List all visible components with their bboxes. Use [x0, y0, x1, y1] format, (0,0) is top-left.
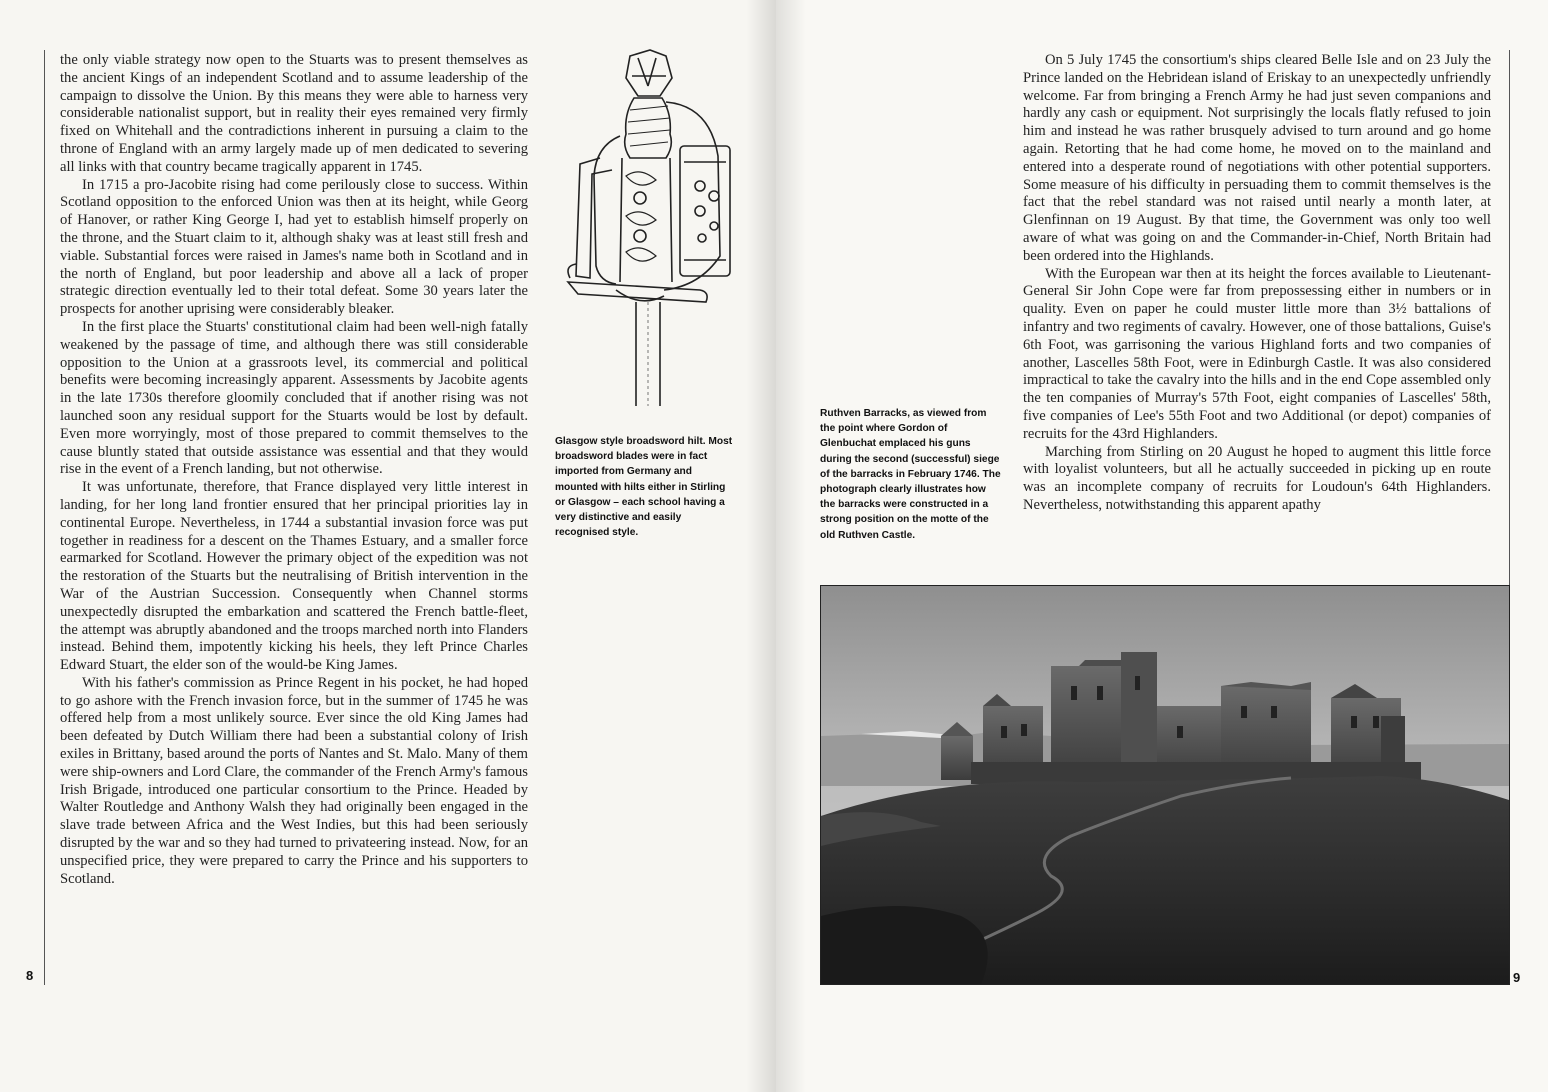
page-number-right: 9 [1513, 970, 1521, 985]
page-number-left: 8 [26, 968, 34, 983]
blade [636, 302, 660, 406]
paragraph: In 1715 a pro-Jacobite rising had come perilously close to success. Within Scotland opposition to the enforced Union was then at its height, while Georg of Hanover, or rather King George I, had yet to establish himself properly on the throne, and the Stuart claim to it, although shaky was at least still fresh and viable. Substantial forces were raised in James's name both in Scotland and in the north of England, but poor leadership and above all a lack of proper strategic direction eventually led to their total defeat. Some 30 years later the prospects for another uprising were considerably bleaker. [60, 176, 528, 318]
gutter-shadow-left [746, 0, 776, 1092]
pommel [626, 50, 672, 96]
paragraph: With the European war then at its height the forces available to Lieutenant-General Sir John Cope were far from prepossessing either in numbers or in quality. Even on paper he could muster little more than 3½ battalions of infantry and two regiments of cavalry. However, one of those battalions, Guise's 6th Foot, was garrisoning the various Highland forts and two companies of another, Lascelles 58th Foot, were in Edinburgh Castle. It was also considered impractical to take the cavalry into the hills and in the end Cope assembled only the ten companies of Murray's 57th Foot, eight companies of Lascelles' 58th, five companies of Lee's 55th Foot and two Additional (or depot) companies of recruits for the 43rd Highlanders. [1023, 265, 1491, 442]
paragraph: It was unfortunate, therefore, that France displayed very little interest in landing, for her long land frontier ensured that her principal priorities lay in continental Europe. Nevertheless, in 1744 a substantial invasion force was put together in readiness for a descent on the Thames Estuary, and a smaller force earmarked for Scotland. However the primary object of the expedition was not the restoration of the Stuarts but the neutralising of British intervention in the War of the Austrian Succession. Consequently when Channel storms unexpectedly disrupted the embarkation and scattered the French battle-fleet, the attempt was abruptly abandoned and the troops marched north into Flanders instead. Behind them, impotently kicking his heels, they left Prince Charles Edward Stuart, the elder son of the would-be King James. [60, 479, 528, 674]
right-page [776, 0, 1548, 1092]
paragraph: Marching from Stirling on 20 August he hoped to augment this little force with loyalist volunteers, but all he actually succeeded in picking up en route was an incomplete company of recruits for Loudoun's 64th Highlanders. Nevertheless, notwithstanding this apparent apathy [1023, 443, 1491, 513]
gutter-shadow-right [776, 0, 806, 1092]
broadsword-hilt-illustration [560, 46, 740, 416]
hilt-caption: Glasgow style broadsword hilt. Most broadsword blades were in fact imported from Germany and mounted with hilts either in Stirling or Glasgow – each school having a very distinctive and easily recognised style. [555, 436, 733, 539]
paragraph: the only viable strategy now open to the Stuarts was to present themselves as the ancient Kings of an independent Scotland and to assume leadership of the campaign to dissolve the Union. By this means they were able to harness very considerable nationalist support, but in reality their eyes remained very firmly fixed on Whitehall and the contradictions inherent in pursuing a claim to the throne of England with an army largely made up of men dedicated to severing all links with that country became tragically apparent in 1745. [60, 52, 528, 175]
paragraph: In the first place the Stuarts' constitutional claim had been well-nigh fatally weakened by the passage of time, and although there was still considerable opposition to the Union at a grassroots level, its commercial and political benefits were becoming increasingly apparent. Assessments by Jacobite agents in the late 1730s therefore gloomily concluded that if another rising was not launched soon any residual support for the Stuarts would be lost by default. Even more worryingly, most of those prepared to commit themselves to the cause bluntly stated that outside assistance was essential and that they would rise in the event of a French landing, but not otherwise. [60, 318, 528, 478]
photograph-scene [821, 586, 1509, 984]
paragraph: On 5 July 1745 the consortium's ships cleared Belle Isle and on 23 July the Prince landed on the Hebridean island of Eriskay to an unexpectedly unfriendly welcome. Far from bringing a French Army he had just seven companions and hardly any cash or equipment. Not surprisingly the locals flatly refused to join him and instead he was rather brusquely advised to turn around and go home again. Retorting that he had come home, he moved on to the mainland and entered into a desperate round of negotiations with other potential supporters. Some measure of his difficulty in persuading them to commit themselves is the fact that the rebel standard was not raised until nearly a month later, at Glenfinnan on 19 August. By that time, the Government was only too well aware of what was going on and the Commander-in-Chief, North Britain had been ordered into the Highlands. [1023, 52, 1491, 264]
grip [625, 98, 672, 158]
barracks-caption: Ruthven Barracks, as viewed from the point where Gordon of Glenbuchat emplaced his guns during the second (successful) siege of the barracks in February 1746. The photograph clearly illustrates how the barracks were constructed in a strong position on the motte of the old Ruthven Castle. [820, 408, 1001, 541]
left-body-text [60, 52, 528, 888]
cross-guard [568, 264, 707, 302]
paragraph: With his father's commission as Prince Regent in his pocket, he had hoped to go ashore with the French invasion force, but in the summer of 1745 he was offered help from a most unlikely source. Ever since the old King James had been defeated by Dutch William there had been a substantial colony of Irish exiles in Brittany, based around the ports of Nantes and St. Malo. Many of them were ship-owners and Lord Clare, the commander of the French Army's famous Irish Brigade, introduced one particular consortium to the Prince. Headed by Walter Routledge and Anthony Walsh they had originally been engaged in the slave trade between Africa and the West Indies, but this had been seriously disrupted by the war and so they had turned to privateering instead. Now, for an unspecified price, they were prepared to carry the Prince and his supporters to Scotland. [60, 674, 528, 887]
right-body-text [1023, 52, 1491, 515]
margin-rule-left [44, 50, 45, 985]
ruthven-barracks-photograph [820, 585, 1510, 985]
